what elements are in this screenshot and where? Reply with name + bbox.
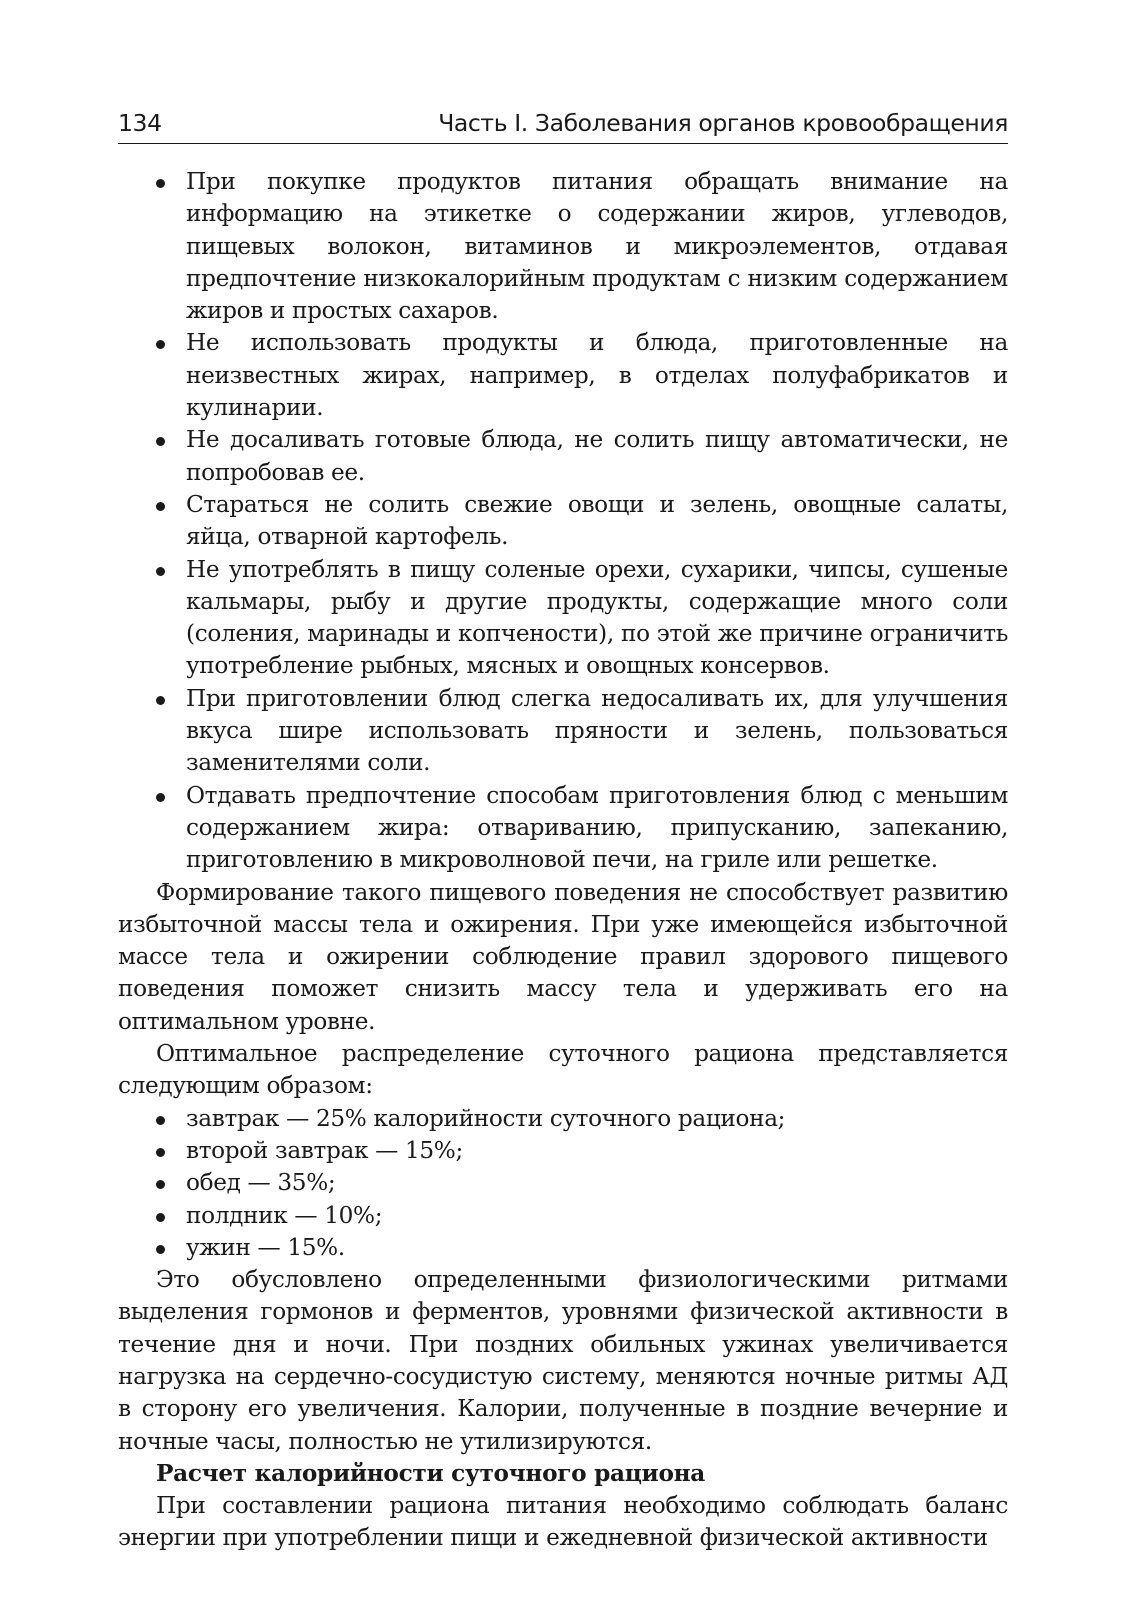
list-item: Не использовать продукты и блюда, приготовленные на неизвестных жирах, например, в отделах полуфабрикатов и кулинарии. bbox=[118, 327, 1008, 424]
running-header bbox=[118, 108, 1008, 144]
paragraph-ration-distribution: Оптимальное распределение суточного рациона представляется следующим образом: bbox=[118, 1040, 1008, 1100]
list-item: Стараться не солить свежие овощи и зелень, овощные салаты, яйца, отварной картофель. bbox=[118, 489, 1008, 554]
paragraph-eating-behavior: Формирование такого пищевого поведения не способствует развитию избыточной массы тела и ожирения. При уже имеющейся избыточной массе тела и ожирении соблюдение правил здорового пищевого поведения поможет снизить массу тела и удерживать его на оптимальном уровне. bbox=[118, 878, 1008, 1035]
list-item: Не употреблять в пищу соленые орехи, сухарики, чипсы, сушеные кальмары, рыбу и другие продукты, содержащие много соли (соления, маринады и копчености), по этой же причине ограничить употребление рыбных, мясных и овощных консервов. bbox=[118, 554, 1008, 683]
list-item: Не досаливать готовые блюда, не солить пищу автоматически, не попробовав ее. bbox=[118, 424, 1008, 489]
meals-list bbox=[118, 1103, 1008, 1264]
section-subheading: Расчет калорийности суточного рациона bbox=[156, 1459, 706, 1487]
paragraph-energy-balance: При составлении рациона питания необходимо соблюдать баланс энергии при употреблении пищи и ежедневной физической активности bbox=[118, 1492, 1008, 1552]
list-item: При покупке продуктов питания обращать внимание на информацию на этикетке о содержании жиров, углеводов, пищевых волокон, витаминов и микроэлементов, отдавая предпочтение низкокалорийным продуктам с низким содержанием жиров и простых сахаров. bbox=[118, 166, 1008, 327]
list-item: полдник — 10%; bbox=[118, 1200, 1008, 1232]
list-item: При приготовлении блюд слегка недосаливать их, для улучшения вкуса шире использовать пряности и зелень, пользоваться заменителями соли. bbox=[118, 683, 1008, 780]
book-page bbox=[118, 108, 1008, 1555]
body-text bbox=[118, 166, 1008, 1555]
paragraph-physiological-rhythms: Это обусловлено определенными физиологическими ритмами выделения гормонов и ферментов, уровнями физической активности в течение дня и ночи. При поздних обильных ужинах увеличивается нагрузка на сердечно-сосудистую систему, меняются ночные ритмы АД в сторону его увеличения. Калории, полученные в поздние вечерние и ночные часы, полностью не утилизируются. bbox=[118, 1266, 1008, 1455]
list-item: обед — 35%; bbox=[118, 1167, 1008, 1199]
running-title: Часть I. Заболевания органов кровообращения bbox=[438, 109, 1008, 137]
list-item: второй завтрак — 15%; bbox=[118, 1135, 1008, 1167]
recommendations-list bbox=[118, 166, 1008, 877]
list-item: завтрак — 25% калорийности суточного рациона; bbox=[118, 1103, 1008, 1135]
page-number: 134 bbox=[118, 109, 162, 137]
list-item: Отдавать предпочтение способам приготовления блюд с меньшим содержанием жира: отвариванию, припусканию, запеканию, приготовлению в микроволновой печи, на гриле или решетке. bbox=[118, 780, 1008, 877]
list-item: ужин — 15%. bbox=[118, 1232, 1008, 1264]
